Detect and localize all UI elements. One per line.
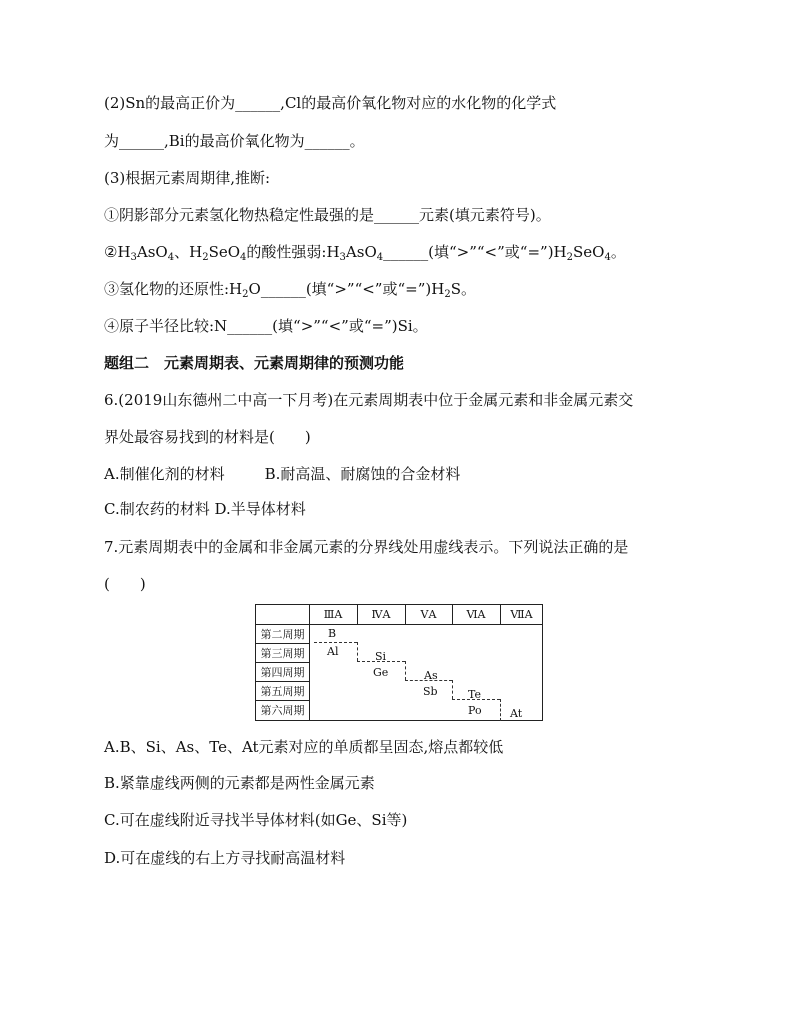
header-group-3a: ⅢA — [309, 605, 357, 625]
element-al: Al — [327, 645, 339, 658]
boundary-dash-h — [452, 699, 500, 700]
section-heading-group-2: 题组二 元素周期表、元素周期律的预测功能 — [104, 354, 405, 372]
column-divider — [452, 605, 453, 625]
period-label-2: 第二周期 — [256, 625, 309, 644]
question-5-part-3-intro: (3)根据元素周期律,推断: — [104, 169, 271, 187]
question-5-part-3-item-4: ④原子半径比较:N______(填“>”“<”或“=”)Si。 — [104, 317, 428, 335]
header-group-4a: ⅣA — [357, 605, 405, 625]
question-6-stem-line-1: 6.(2019山东德州二中高一下月考)在元素周期表中位于金属元素和非金属元素交 — [104, 391, 634, 409]
column-divider — [405, 605, 406, 625]
periodic-table-figure — [255, 604, 543, 721]
element-as: As — [424, 669, 438, 682]
boundary-dash-v — [500, 699, 501, 721]
header-group-6a: ⅥA — [452, 605, 500, 625]
boundary-dash-v — [452, 680, 453, 699]
header-group-7a: ⅦA — [500, 605, 543, 625]
boundary-dash-h — [357, 661, 405, 662]
boundary-dash-h — [405, 680, 452, 681]
element-po: Po — [468, 704, 482, 717]
question-5-part-2-line-2: 为______,Bi的最高价氧化物为______。 — [104, 132, 365, 150]
question-5-part-3-item-3: ③氢化物的还原性$:H_2O\_\_\_\_\_\_$(填“>”“<”或“$=”)H_2S$。 — [104, 280, 476, 300]
boundary-dash-h — [314, 642, 357, 643]
header-blank-cell — [256, 605, 309, 625]
column-divider — [309, 605, 310, 721]
question-7-option-d: D.可在虚线的右上方寻找耐高温材料 — [104, 849, 346, 867]
element-ge: Ge — [373, 666, 389, 679]
question-7-option-c: C.可在虚线附近寻找半导体材料(如Ge、Si等) — [104, 811, 408, 829]
period-label-6: 第六周期 — [260, 704, 305, 717]
question-6-option-b: B.耐高温、耐腐蚀的合金材料 — [264, 465, 461, 483]
question-7-stem-line-1: 7.元素周期表中的金属和非金属元素的分界线处用虚线表示。下列说法正确的是 — [104, 538, 629, 556]
boundary-dash-v — [405, 661, 406, 680]
question-7-stem-line-2: ( ) — [104, 575, 146, 593]
question-6-stem-line-2: 界处最容易找到的材料是( ) — [104, 428, 311, 446]
column-divider — [500, 605, 501, 625]
header-group-5a: ⅤA — [405, 605, 452, 625]
period-label-4: 第四周期 — [256, 663, 309, 682]
question-6-option-a: A.制催化剂的材料 — [104, 465, 225, 483]
question-6-options-cd: C.制农药的材料 D.半导体材料 — [104, 500, 306, 518]
element-te: Te — [468, 688, 481, 701]
question-6-options-ab — [104, 464, 460, 484]
question-5-part-3-item-2: $②H_3AsO_4$、$H_2SeO_4$的酸性强弱$:H_3AsO_4\_\_\_\_\_\_$(填“>”“<”或“$=”)H_2SeO_4$。 — [104, 243, 626, 263]
element-b: B — [328, 627, 337, 640]
column-divider — [357, 605, 358, 625]
question-7-option-b: B.紧靠虚线两侧的元素都是两性金属元素 — [104, 774, 375, 792]
question-5-part-3-item-1: ①阴影部分元素氢化物热稳定性最强的是______元素(填元素符号)。 — [104, 206, 551, 224]
element-si: Si — [375, 650, 387, 663]
periodic-table-frame — [255, 604, 543, 721]
boundary-dash-v — [357, 642, 358, 661]
question-7-option-a: A.B、Si、As、Te、At元素对应的单质都呈固态,熔点都较低 — [104, 738, 504, 756]
question-5-part-2-line-1: (2)Sn的最高正价为______,Cl的最高价氧化物对应的水化物的化学式 — [104, 94, 557, 112]
period-label-3: 第三周期 — [256, 644, 309, 663]
period-label-5: 第五周期 — [256, 682, 309, 701]
element-at: At — [510, 707, 523, 720]
element-sb: Sb — [423, 685, 438, 698]
